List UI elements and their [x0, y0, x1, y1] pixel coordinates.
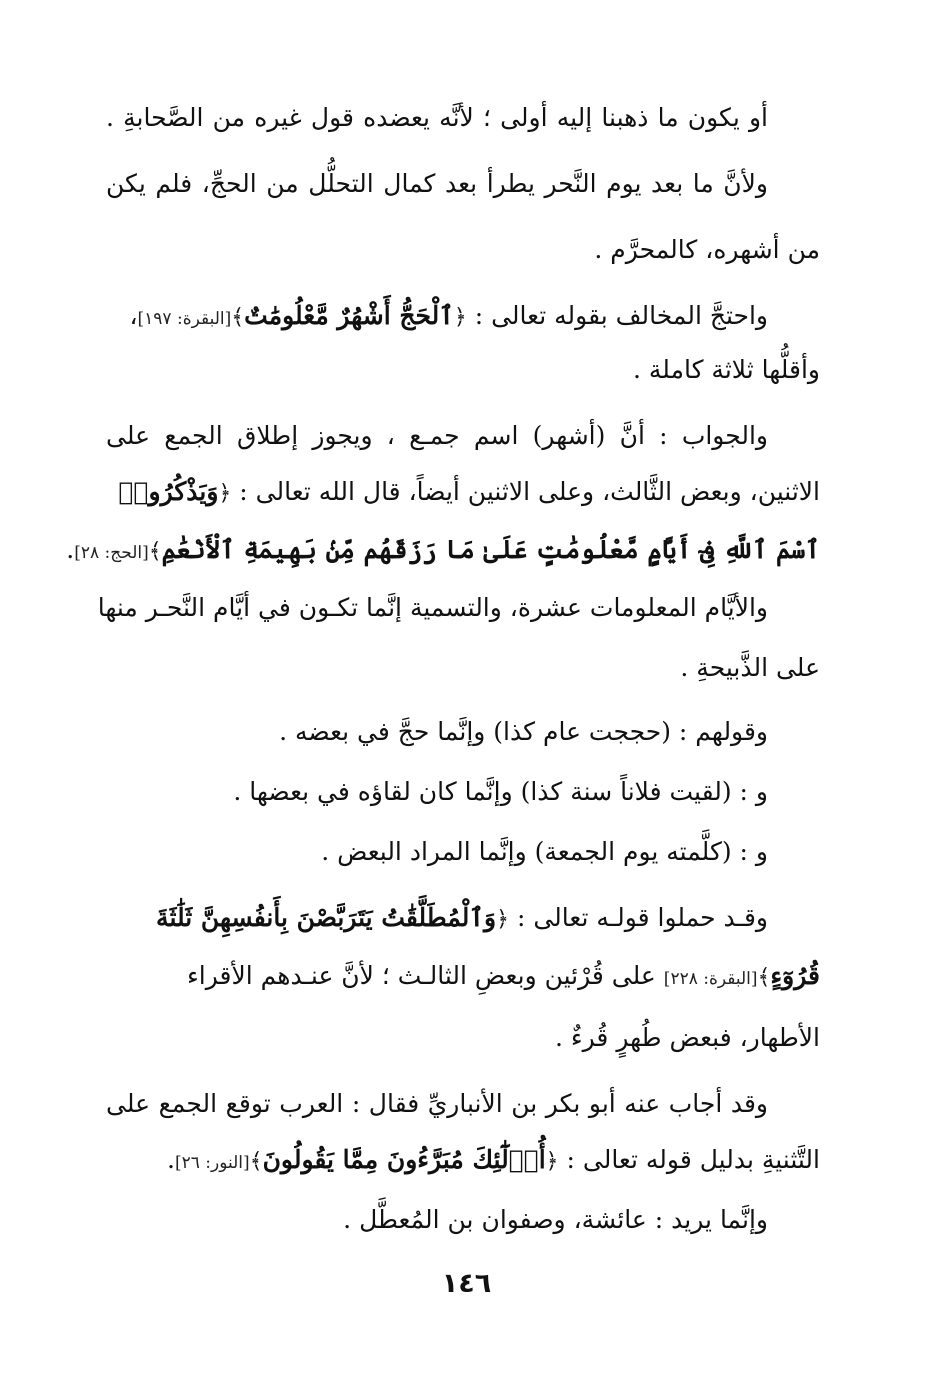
- text-line: واحتجَّ المخالف بقوله تعالى : ﴿ٱلْحَجُّ أَشْهُرٌ مَّعْلُومَٰتٌ﴾[البقرة: ١٩٧]،: [129, 301, 768, 330]
- quran-verse: ٱسْمَ ٱللَّهِ فِىٓ أَيَّامٍ مَّعْلُومَٰتٍ عَلَىٰ مَا رَزَقَهُم مِّنۢ بَهِيمَةِ ٱلْأَنْعَٰمِ: [161, 535, 820, 564]
- text-line: وإنَّما يريد : عائشة، وصفوان بن المُعطَّل .: [343, 1205, 768, 1234]
- quran-close-brace: ﴾: [249, 1149, 263, 1174]
- verse-reference: [النور: ٢٦]: [174, 1153, 250, 1173]
- text-line: والجواب : أنَّ (أشهر) اسم جمـع ، ويجوز إطلاق الجمع على: [106, 421, 768, 450]
- verse-reference: [البقرة: ٢٢٨]: [663, 969, 758, 989]
- quran-verse: أُو۟لَٰٓئِكَ مُبَرَّءُونَ مِمَّا يَقُولُونَ: [262, 1145, 546, 1174]
- verse-reference: [البقرة: ١٩٧]: [137, 309, 232, 329]
- text-line: الأطهار، فبعض طُهرٍ قُرءٌ .: [554, 1023, 820, 1052]
- page-body: [66, 96, 820, 1336]
- quran-close-brace: ﴾: [148, 539, 162, 564]
- text-line: ٱسْمَ ٱللَّهِ فِىٓ أَيَّامٍ مَّعْلُومَٰتٍ عَلَىٰ مَا رَزَقَهُم مِّنۢ بَهِيمَةِ ٱلْأَنْعَٰمِ﴾[الحج: ٢٨].: [66, 535, 820, 564]
- text-line: الاثنين، وبعض الثَّالث، وعلى الاثنين أيضاً، قال الله تعالى : ﴿وَيَذْكُرُوا۟: [118, 477, 820, 506]
- text-line: من أشهره، كالمحرَّم .: [594, 235, 820, 264]
- text-line: قُرُوٓءٍ﴾[البقرة: ٢٢٨] على قُرْئين وبعضِ الثالـث ؛ لأنَّ عنـدهم الأقراء: [187, 961, 820, 990]
- quran-verse: قُرُوٓءٍ: [770, 961, 820, 990]
- quran-open-brace: ﴿: [496, 907, 510, 932]
- quran-close-brace: ﴾: [231, 305, 245, 330]
- quran-verse: وَيَذْكُرُوا۟: [118, 477, 219, 506]
- text-line: وقولهم : (حججت عام كذا) وإنَّما حجَّ في بعضه .: [279, 717, 768, 746]
- verse-reference: [الحج: ٢٨]: [74, 543, 149, 563]
- text-line: أو يكون ما ذهبنا إليه أولى ؛ لأنَّه يعضده قول غيره من الصَّحابةِ .: [106, 103, 768, 132]
- text-line: ولأنَّ ما بعد يوم النَّحر يطرأ بعد كمال التحلُّل من الحجِّ، فلم يكن: [106, 169, 768, 198]
- text-line: و : (كلَّمته يوم الجمعة) وإنَّما المراد البعض .: [321, 837, 768, 866]
- text-line: على الذَّبيحةِ .: [680, 653, 820, 682]
- text-line: وقـد حملوا قولـه تعالى : ﴿وَٱلْمُطَلَّقَٰتُ يَتَرَبَّصْنَ بِأَنفُسِهِنَّ ثَلَٰثَةَ: [156, 903, 768, 932]
- text-line: وأقلُّها ثلاثة كاملة .: [633, 355, 820, 384]
- page-number: ١٤٦: [441, 1268, 492, 1299]
- quran-verse: ٱلْحَجُّ أَشْهُرٌ مَّعْلُومَٰتٌ: [244, 301, 454, 330]
- text-line: و : (لقيت فلاناً سنة كذا) وإنَّما كان لقاؤه في بعضها .: [233, 777, 768, 806]
- quran-open-brace: ﴿: [545, 1149, 559, 1174]
- text-line: التَّثنيةِ بدليل قوله تعالى : ﴿أُو۟لَٰٓئِكَ مُبَرَّءُونَ مِمَّا يَقُولُونَ﴾[النور: ٢٦].: [167, 1145, 820, 1174]
- text-line: والأيَّام المعلومات عشرة، والتسمية إنَّما تكـون في أيَّام النَّحـر منها: [97, 593, 768, 622]
- text-line: وقد أجاب عنه أبو بكر بن الأنباريِّ فقال : العرب توقع الجمع على: [106, 1089, 768, 1118]
- quran-verse: وَٱلْمُطَلَّقَٰتُ يَتَرَبَّصْنَ بِأَنفُسِهِنَّ ثَلَٰثَةَ: [156, 903, 497, 932]
- quran-close-brace: ﴾: [757, 965, 771, 990]
- quran-open-brace: ﴿: [453, 305, 467, 330]
- quran-open-brace: ﴿: [218, 481, 232, 506]
